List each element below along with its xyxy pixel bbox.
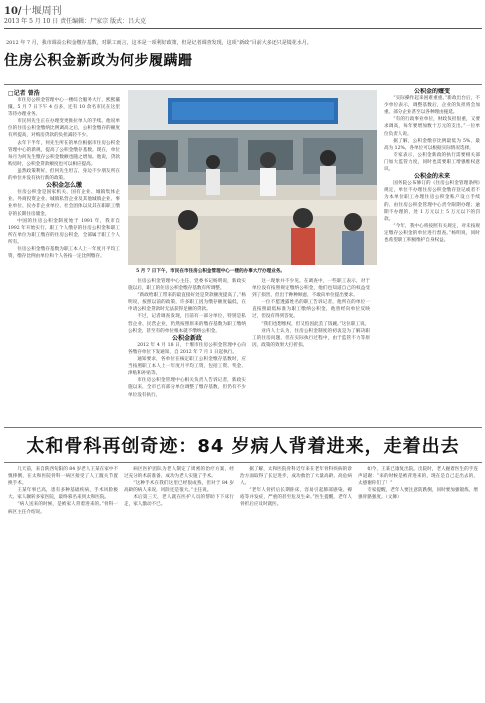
subheading: 公积金怎么缴 bbox=[45, 182, 82, 190]
paragraph: 不过，记者调查发现，目前有一部分单位，特别是私营企业、民营企业，仍然按照原来的缴存基数为职工缴纳公积金，甚至有的单位根本就不缴纳公积金。 bbox=[128, 314, 246, 334]
page-header bbox=[4, 2, 482, 29]
paragraph: 几天前，来自陕西旬阳的 84 岁老人王某在家中不慎摔倒，在太和医院骨科一病区接受了人工髋关节置换手术。 bbox=[8, 467, 118, 487]
paragraph: 住房公积金是国家机关、国有企业、城镇集体企业、外商投资企业、城镇私营企业及其他城镇企业、事业单位、民办非企业单位、社会团体以及其在职职工缴存的长期住房储金。 bbox=[8, 190, 120, 217]
story1-column-3 bbox=[252, 278, 370, 422]
paragraph: “这种手术在我们这里已经很成熟，但对于 84 岁高龄的病人来说，风险还是很大。”主任说。 bbox=[124, 481, 234, 494]
paragraph: 住房公积金管理中心主任、党委书记杨明说，新政实施以后，职工的住房公积金缴存基数有所调整。 bbox=[128, 279, 246, 292]
paragraph: “老年人骨折后长期卧床，容易引起肺部感染、褥疮等并发症，严重的甚至危及生命。”医生提醒，老年人骨折后应及时就医。 bbox=[240, 488, 352, 508]
paragraph: “病人送来的时候，是被家人背着进来的。”骨科一病区主任介绍说。 bbox=[8, 502, 118, 515]
header-meta: 2013 年 5 月 10 日 责任编辑：尸家宗 版式：吕大克 bbox=[4, 18, 147, 25]
header-page-label bbox=[4, 2, 62, 17]
paragraph: 这一现象并不少见。在调查中，一些职工表示，对于单位没有按照规定缴纳公积金，他们也知道自己的权益受到了损害，但出于种种顾虑，不敢向单位提出要求。 bbox=[252, 279, 370, 299]
paragraph: “有的行政事业单位，财政负担很重，又要求调高，每年要增加数十万元的支出。”一位单位负责人说。 bbox=[384, 117, 480, 137]
story1-column-1 bbox=[8, 97, 120, 422]
story1-reporter: □记者 曾浩 bbox=[8, 90, 40, 97]
story1-column-4 bbox=[384, 88, 480, 422]
paragraph: 市民何先生正在办理变更推拉单人的手续。他说单位的住房公积金缴纳比例调高之后，公积金缴存的额度有所提高，对购房贷款的负担减轻不少。 bbox=[8, 119, 120, 139]
paragraph: 业内人士认为，住房公积金制度的初衷是为了解决职工的住房问题，但在实际执行过程中，由于监管不力等原因，政策的效果大打折扣。 bbox=[252, 328, 370, 348]
paragraph: 专家提醒，老年人要注意防跌倒，同时要加强锻炼，增强骨骼强度。（文舞） bbox=[358, 488, 478, 501]
paragraph: 市住房公积金管理中心一楼综合服务大厅，熙熙攘攘。5 月 7 日下午 4 点多，还有 10 余名市民在这里等待办理业务。 bbox=[8, 98, 120, 118]
subheading: 公积金的嬗变 bbox=[413, 88, 450, 95]
story2-column-2 bbox=[124, 466, 234, 698]
story1-column-2 bbox=[128, 278, 246, 422]
story2-title-divider bbox=[4, 462, 482, 463]
subheading: 公积金的未来 bbox=[413, 173, 450, 181]
story2-column-4 bbox=[358, 466, 478, 698]
paragraph: “今年，我中心将按照有关规定，对未按规定缴存公积金的单位进行督查。”杨明说，同时也希望职工积极维护自身权益。 bbox=[384, 223, 480, 243]
paragraph: 住房公积金缴存基数为职工本人上一年度月平均工资，缴存比例由单位和个人各按一定比例缴存。 bbox=[8, 246, 120, 260]
story2-column-3 bbox=[240, 466, 352, 698]
paragraph: 据了解，公积金缴存比例最低为 5%，最高为 12%，各单位可以根据实际情况选择。 bbox=[384, 138, 480, 151]
paragraph: 术后第三天，老人就在医护人员的帮助下下床行走，家人激动不已。 bbox=[124, 495, 234, 508]
paragraph: 专家表示，公积金新政的执行需要相关部门加大监管力度，同时也需要职工增强维权意识。 bbox=[384, 152, 480, 173]
paragraph: 据了解，太和医院骨科近年来在老年骨科疾病的诊治方面取得了长足进步，成功救治了大量高龄、高危病人。 bbox=[240, 467, 352, 487]
paragraph: 中国的住房公积金制度始于 1991 年，我市自 1992 年开始实行。职工个人缴存的住房公积金和职工所在单位为职工缴存的住房公积金，全部属于职工个人所有。 bbox=[8, 218, 120, 245]
paragraph: 国务院公布修订的《住房公积金管理条例》规定，单位不办理住房公积金缴存登记或者不为本单位职工办理住房公积金账户设立手续的，由住房公积金管理中心责令限期办理；逾期不办理的，处 1 万元以上 5 万元以下的罚款。 bbox=[384, 181, 480, 222]
page-number: 10/ bbox=[4, 6, 22, 17]
story1-title: 住房公积金新政为何步履蹒跚 bbox=[4, 53, 193, 69]
paragraph: “我们也想维权，但又怕因此丢了饭碗。”这位职工说。 bbox=[261, 321, 370, 327]
title-divider bbox=[4, 84, 482, 85]
paragraph: 一位不愿透露姓名的职工告诉记者，他所在的单位一直按照最低标准为职工缴纳公积金，他曾经向单位反映过，但没有得到答复。 bbox=[252, 300, 370, 320]
paragraph: 如今，王某已康复出院。出院时，老人握着医生的手连声道谢：“来的时候是被背进来的，现在是自己走出去的，太感谢你们了！” bbox=[358, 467, 478, 487]
service-hall-photo bbox=[128, 90, 377, 265]
story2-title: 太和骨科再创奇迹：84 岁病人背着进来，走着出去 bbox=[26, 436, 460, 457]
subheading: 公积金新政 bbox=[171, 334, 202, 342]
paragraph: 2012 年 4 月 18 日，十堰市住房公积金管理中心向各缴存单位下发通知，自 2012 年 7 月 1 日起执行。 bbox=[128, 342, 246, 355]
paragraph: 去年下半年，何先生所在的单位根据市住房公积金管理中心的新规，提高了公积金缴存基数。现在，单位每月为何先生缴存公积金数额也随之增加。他说，贷款购房时，公积金贷款额度也可以相应提高。 bbox=[8, 140, 120, 167]
paragraph: 病区医护团队为老人制定了周密的治疗方案，经过充分的术前准备，成功为老人实施了手术。 bbox=[124, 467, 234, 480]
paragraph: 虽然政策利好，但何先生坦言，身边不少朋友所在的单位并没有执行新的政策。 bbox=[8, 168, 120, 182]
paragraph: “实际操作起来困难重重。”新政出台后，不少单位表示，调整基数后，企业的负担将会加重。部分企业甚至以各种理由拖延。 bbox=[384, 96, 480, 116]
paragraph: “新政给职工带来的最直接好处是贷款额度提高了。”杨明说，按照以前的政策，许多职工因为缴存额度偏低，在申请公积金贷款时无法获得足额的贷款。 bbox=[128, 293, 246, 313]
paragraph: 王某年事已高，患有多种基础疾病，手术风险极大。家人辗转多家医院，最终慕名来到太和医院。 bbox=[8, 488, 118, 501]
story1-lead: 2012 年 7 月，我市调高公积金缴存基数，对职工而言，这本是一项利好政策，但是记者调查发现，这项“新政”目前大多还只是镜花水月。 bbox=[6, 40, 312, 46]
section-divider bbox=[4, 427, 482, 428]
paragraph: 通知要求，各单位在核定职工公积金缴存基数时，应当按照职工本人上一年度月平均工资，包括工资、奖金、津贴和补贴等。 bbox=[128, 357, 246, 377]
story2-column-1 bbox=[8, 466, 118, 698]
section-name: 十堰周刊 bbox=[21, 6, 62, 17]
paragraph: 市住房公积金管理中心相关负责人告诉记者，新政实施以来，全市已有部分单位调整了缴存基数，但仍有不少单位没有执行。 bbox=[128, 378, 246, 398]
news-photo bbox=[128, 90, 377, 265]
photo-caption: 5 月 7 日下午，市民在市住房公积金管理中心一楼的办事大厅办理业务。 bbox=[136, 269, 286, 274]
